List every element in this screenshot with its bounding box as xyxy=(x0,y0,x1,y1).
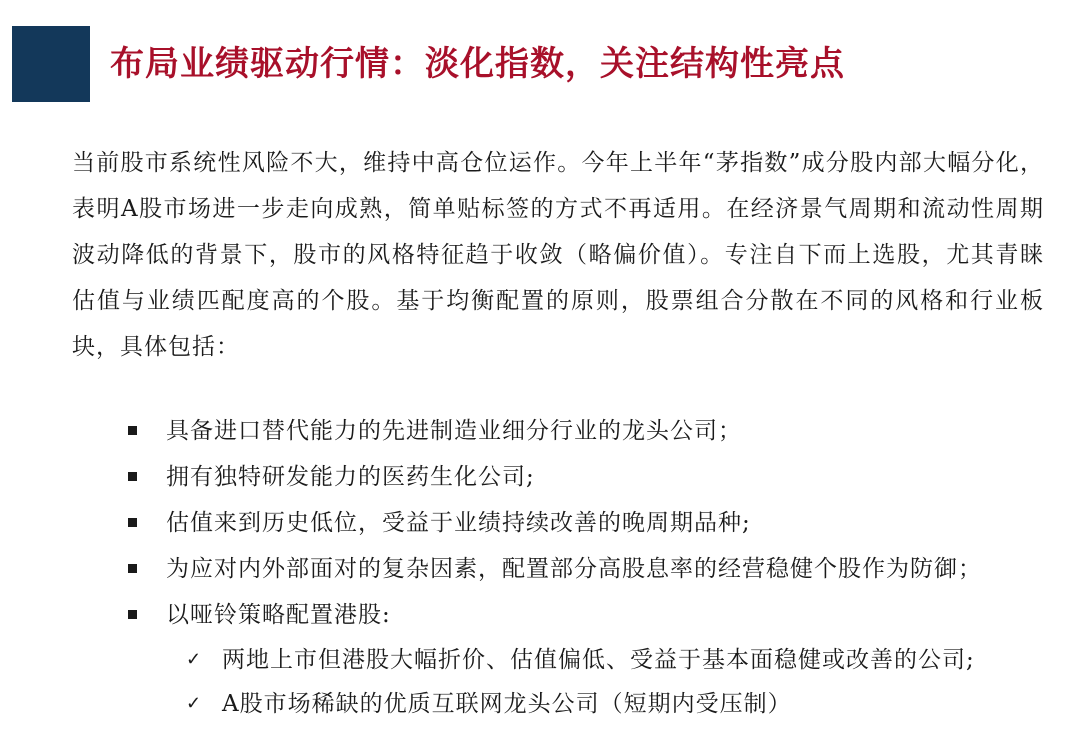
square-bullet-icon xyxy=(128,426,137,435)
sub-bullet-text: 两地上市但港股大幅折价、估值偏低、受益于基本面稳健或改善的公司; xyxy=(222,647,975,673)
bullet-text: 估值来到历史低位，受益于业绩持续改善的晚周期品种; xyxy=(166,510,751,536)
square-bullet-icon xyxy=(128,610,137,619)
bullet-text: 具备进口替代能力的先进制造业细分行业的龙头公司； xyxy=(166,418,742,444)
square-bullet-icon xyxy=(128,518,137,527)
square-bullet-icon xyxy=(128,564,137,573)
bullet-text: 拥有独特研发能力的医药生化公司; xyxy=(166,464,535,490)
title-accent-block xyxy=(12,26,90,102)
intro-paragraph: 当前股市系统性风险不大，维持中高仓位运作。今年上半年“茅指数”成分股内部大幅分化，表明A股市场进一步走向成熟，简单贴标签的方式不再适用。在经济景气周期和流动性周期波动降低的背景下，股市的风格特征趋于收敛（略偏价值）。专注自下而上选股，尤其青睐估值与业绩匹配度高的个股。基于均衡配置的原则，股票组合分散在不同的风格和行业板块，具体包括： xyxy=(72,150,1044,360)
checkmark-icon: ✓ xyxy=(186,693,203,714)
slide-title: 布局业绩驱动行情：淡化指数，关注结构性亮点 xyxy=(110,44,845,84)
bullet-text: 为应对内外部面对的复杂因素，配置部分高股息率的经营稳健个股作为防御； xyxy=(166,556,982,582)
bullet-text: 以哑铃策略配置港股: xyxy=(166,602,391,628)
square-bullet-icon xyxy=(128,472,137,481)
checkmark-icon: ✓ xyxy=(186,649,203,670)
sub-bullet-text: A股市场稀缺的优质互联网龙头公司（短期内受压制） xyxy=(222,691,792,717)
